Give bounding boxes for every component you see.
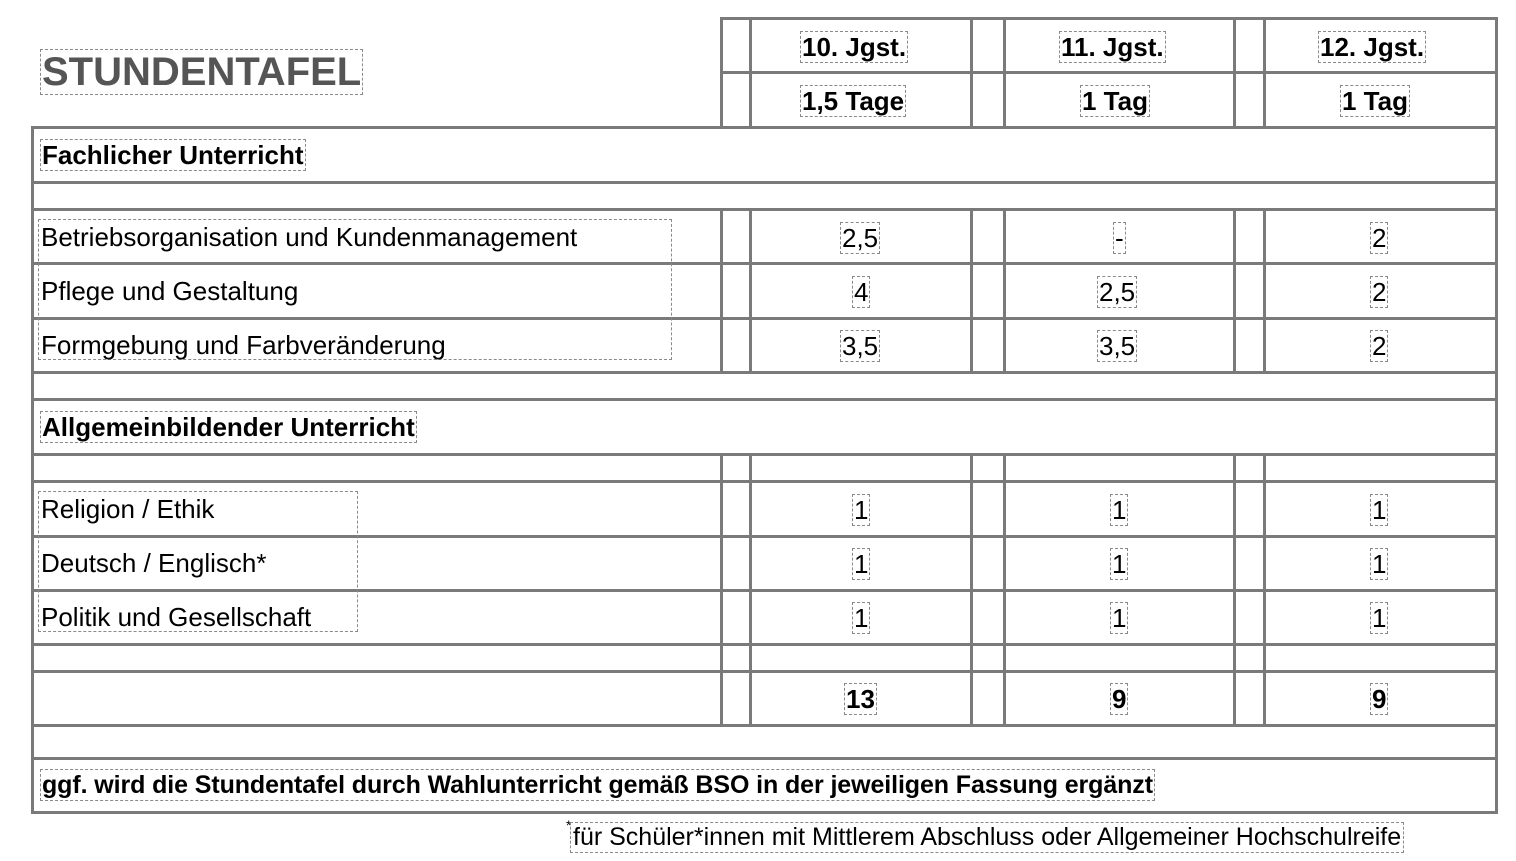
subject-label: Politik und Gesellschaft — [41, 602, 312, 632]
grade-header-10: 10. Jgst. — [802, 32, 907, 62]
total-hours-10: 13 — [846, 684, 875, 714]
hours-value: 2 — [1372, 223, 1387, 253]
section-heading-allgemein: Allgemeinbildender Unterricht — [42, 412, 415, 442]
total-hours-11: 9 — [1112, 684, 1127, 714]
section-heading-fachlich: Fachlicher Unterricht — [42, 140, 304, 170]
hours-value: 1 — [854, 549, 869, 579]
hours-value: 4 — [854, 277, 869, 307]
hours-value: 2 — [1372, 331, 1387, 361]
hours-value: 3,5 — [842, 331, 879, 361]
hours-value: 2,5 — [842, 223, 879, 253]
hours-value: 1 — [1372, 603, 1387, 633]
days-header-12: 1 Tag — [1342, 86, 1408, 116]
days-header-11: 1 Tag — [1082, 86, 1148, 116]
hours-value: 3,5 — [1099, 331, 1136, 361]
subject-label: Betriebsorganisation und Kundenmanagement — [41, 222, 578, 252]
subject-label: Deutsch / Englisch* — [41, 548, 267, 578]
page-title: STUNDENTAFEL — [42, 50, 362, 94]
elective-note: ggf. wird die Stundentafel durch Wahlunterricht gemäß BSO in der jeweiligen Fassung ergänzt — [42, 771, 1153, 799]
grade-header-12: 12. Jgst. — [1320, 32, 1425, 62]
subject-label: Religion / Ethik — [41, 494, 215, 524]
hours-value: 2 — [1372, 277, 1387, 307]
subject-label: Pflege und Gestaltung — [41, 276, 299, 306]
hours-value: - — [1115, 223, 1124, 253]
days-header-10: 1,5 Tage — [802, 86, 905, 116]
hours-value: 1 — [854, 603, 869, 633]
hours-value: 1 — [1112, 495, 1127, 525]
footnote-marker: * — [566, 817, 572, 833]
hours-value: 1 — [854, 495, 869, 525]
subject-label: Formgebung und Farbveränderung — [41, 330, 446, 360]
hours-value: 1 — [1112, 549, 1127, 579]
grade-header-11: 11. Jgst. — [1061, 32, 1164, 62]
hours-value: 1 — [1112, 603, 1127, 633]
hours-value: 2,5 — [1099, 277, 1136, 307]
footnote-text: für Schüler*innen mit Mittlerem Abschluss oder Allgemeiner Hochschulreife — [570, 822, 1404, 853]
hours-value: 1 — [1372, 549, 1387, 579]
hours-value: 1 — [1372, 495, 1387, 525]
total-hours-12: 9 — [1372, 684, 1387, 714]
